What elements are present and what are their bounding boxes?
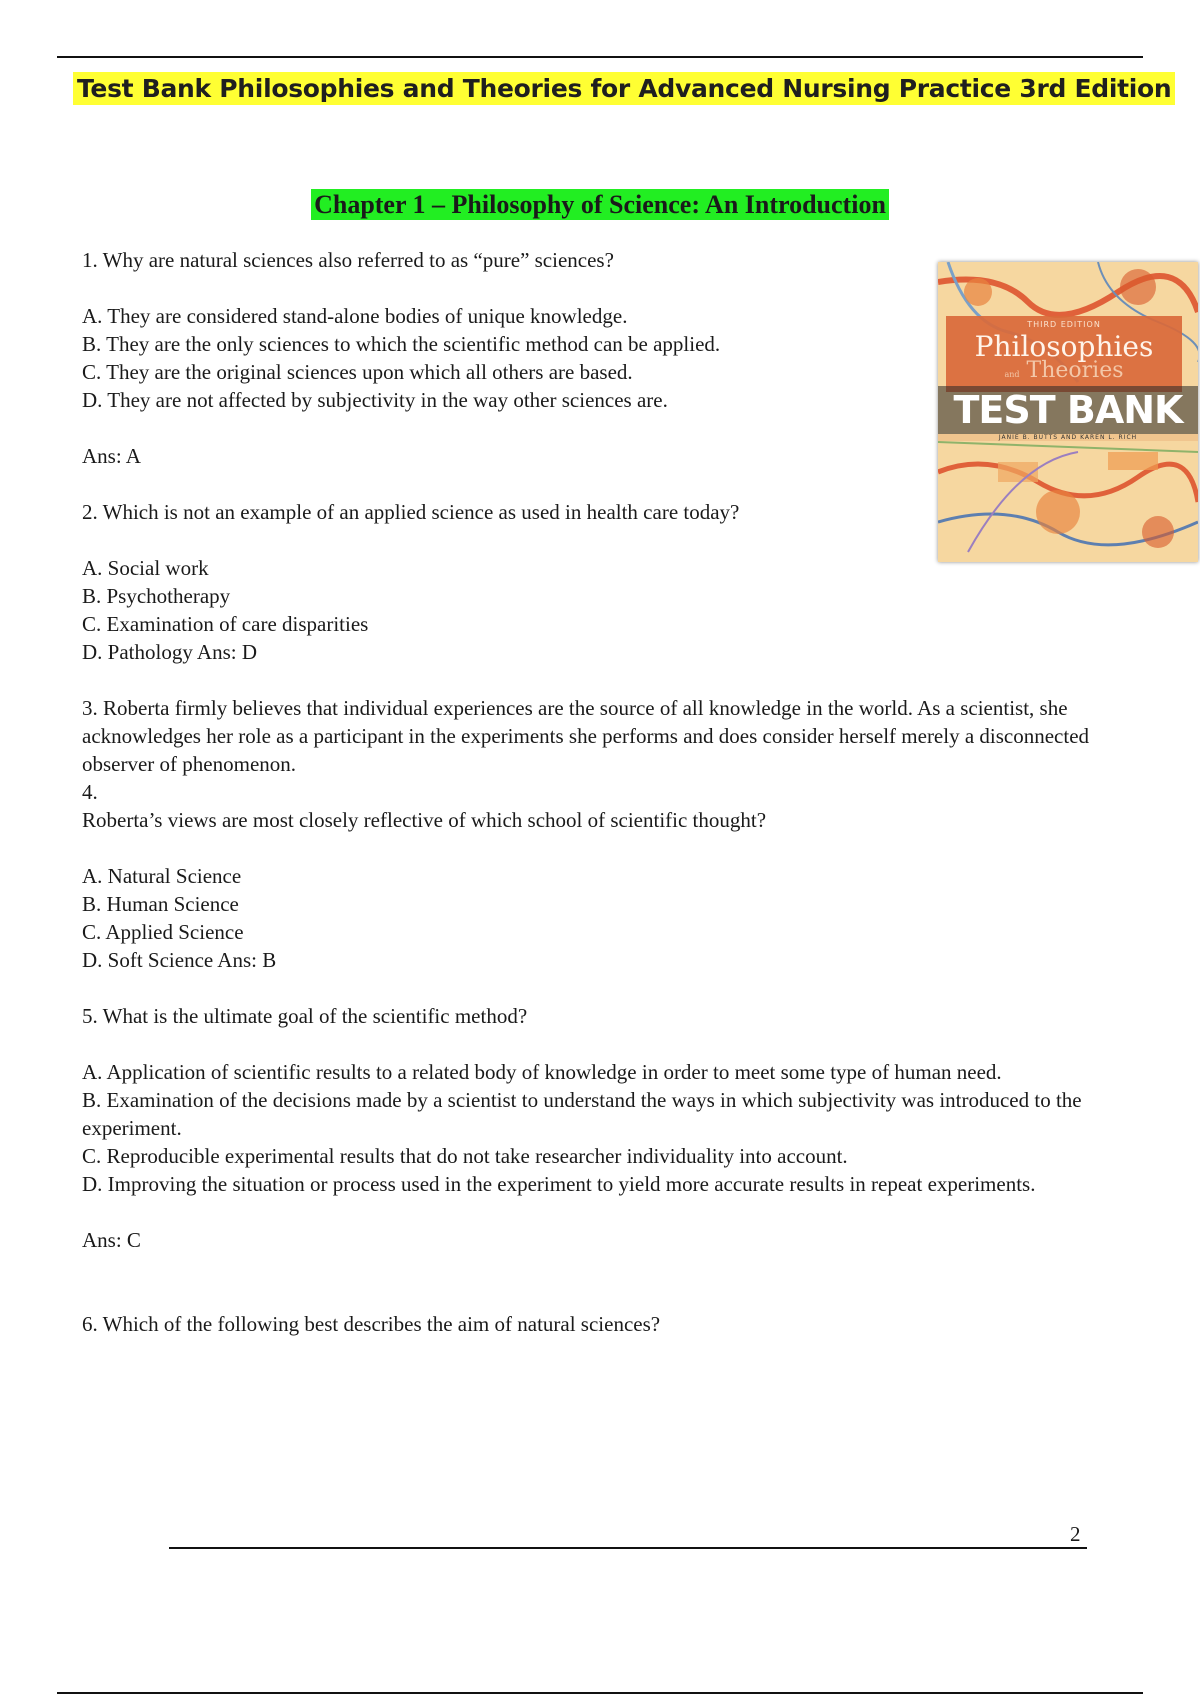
option-b: B. Psychotherapy [82, 584, 231, 608]
question-6 [82, 1310, 1092, 1338]
option-d: D. Soft Science Ans: B [82, 948, 277, 972]
page-bottom-rule [57, 1692, 1143, 1694]
question-4-number: 4. [82, 780, 98, 804]
question-2-text: 2. Which is not an example of an applied science as used in health care today? [82, 500, 740, 524]
chapter-title [0, 190, 1200, 220]
cover-title-line2-text: Theories [1026, 358, 1124, 383]
cover-authors: JANIE B. BUTTS AND KAREN L. RICH [938, 434, 1198, 441]
option-b: B. Examination of the decisions made by a scientist to understand the ways in which subjectivity was introduced to the experiment. [82, 1088, 1082, 1140]
question-5-text: 5. What is the ultimate goal of the scientific method? [82, 1004, 528, 1028]
option-a: A. Social work [82, 556, 209, 580]
question-6-text: 6. Which of the following best describes the aim of natural sciences? [82, 1312, 661, 1336]
question-2-options [82, 554, 922, 666]
test-bank-overlay: TEST BANK [938, 386, 1198, 434]
question-1 [82, 246, 922, 470]
option-a: A. They are considered stand-alone bodies of unique knowledge. [82, 304, 628, 328]
question-3-text: 3. Roberta firmly believes that individual experiences are the source of all knowledge in the world. As a scientist, she acknowledges her role as a participant in the experiments she performs and does consider herself merely a disconnected observer of phenomenon. [82, 696, 1090, 776]
cover-title-connector: and [1004, 370, 1020, 379]
question-3 [82, 694, 1092, 974]
option-c: C. They are the original sciences upon which all others are based. [82, 360, 633, 384]
question-1-text: 1. Why are natural sciences also referred to as “pure” sciences? [82, 248, 614, 272]
option-d: D. They are not affected by subjectivity in the way other sciences are. [82, 388, 668, 412]
option-c: C. Applied Science [82, 920, 244, 944]
question-list [82, 246, 1092, 1338]
option-c: C. Examination of care disparities [82, 612, 369, 636]
question-1-options [82, 302, 922, 414]
question-2 [82, 498, 922, 666]
header-rule [57, 56, 1143, 58]
option-d: D. Pathology Ans: D [82, 640, 258, 664]
question-5 [82, 1002, 1092, 1254]
question-3-followup: Roberta’s views are most closely reflective of which school of scientific thought? [82, 808, 767, 832]
question-3-options [82, 862, 1092, 974]
option-d: D. Improving the situation or process used in the experiment to yield more accurate results in repeat experiments. [82, 1172, 1036, 1196]
cover-edition: THIRD EDITION [1027, 320, 1101, 329]
question-5-answer: Ans: C [82, 1228, 141, 1252]
page-number: 2 [1070, 1522, 1081, 1546]
option-c: C. Reproducible experimental results that do not take researcher individuality into account. [82, 1144, 848, 1168]
question-1-answer: Ans: A [82, 444, 141, 468]
document-title: Test Bank Philosophies and Theories for Advanced Nursing Practice 3rd Edition [73, 72, 1175, 105]
option-a: A. Application of scientific results to a related body of knowledge in order to meet some type of human need. [82, 1060, 1002, 1084]
option-a: A. Natural Science [82, 864, 242, 888]
question-5-options [82, 1058, 1092, 1198]
chapter-title-text: Chapter 1 – Philosophy of Science: An Introduction [311, 189, 889, 220]
footer-rule [169, 1547, 1087, 1549]
option-b: B. They are the only sciences to which the scientific method can be applied. [82, 332, 721, 356]
cover-title-line1: Philosophies [974, 330, 1154, 363]
option-b: B. Human Science [82, 892, 239, 916]
